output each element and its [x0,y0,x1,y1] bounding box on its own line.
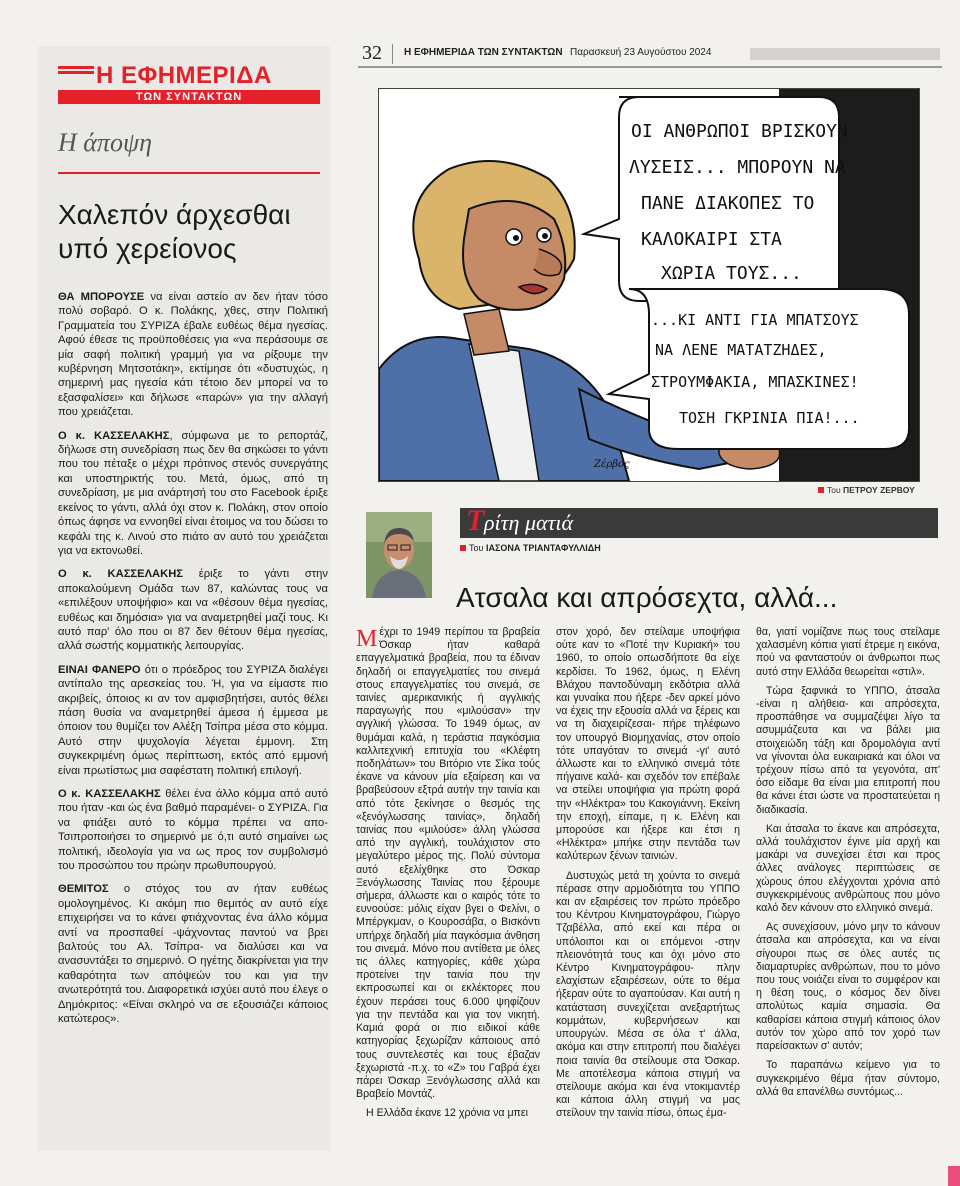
cartoon-signature: Ζέρβος [594,459,630,470]
article-paragraph: στον χορό, δεν στείλαμε υποψήφια ούτε καν το «Ποτέ την Κυριακή» του 1960, το οποίο οπωσδήποτε θα είχε κερδίσει. Το 1962, όμως, η Ελένη Βλάχου παντοδύναμη εκδότρια αλλά και γυναίκα που ήξερε -δεν αρκεί μόνο να έχεις την εξουσία αλλά να ξέρεις και να τη διαχειρίζεσαι- πήρε τηλέφωνο τον υπουργό Βιομηχανίας, στον οποίο τότε υπαγόταν το σινεμά -γι' αυτό άλλωστε και το ελληνικό σινεμά τότε πήγαινε καλά- και σχεδόν τον επέβαλε να στείλει υποψήφια για πρώτη φορά την «Ηλέκτρα» του Κακογιάννη. Εκείνη την εποχή, είπαμε, η κ. Ελένη και μπορούσε και ήξερε και έτσι η «Ηλέκτρα» μπήκε στην πεντάδα των καλύτερων ξένων ταινιών. [556,626,740,863]
bubble-2-line: ΣΤΡΟΥΜΦΑΚΙΑ, ΜΠΑΣΚΙΝΕΣ! [651,373,859,391]
header-divider [392,44,393,64]
bubble-1-line: ΛΥΣΕΙΣ... ΜΠΟΡΟΥΝ ΝΑ [629,157,846,178]
article-paragraph: Και άτσαλα το έκανε και απρόσεχτα, αλλά τουλάχιστον έγινε μία αρχή και μακάρι να συνεχίσει έτσι και προς άλλες ανάλογες περιπτώσεις σε χώρους όπου ελέγχονται χρόνια από συγκεκριμένους ανθρώπους που μόνο καλό δεν κάνουν στο ελληνικό σινεμά. [756,822,940,915]
drop-cap: Μ [356,626,378,652]
section-initial: Τ [466,504,485,537]
bubble-2-line: ...ΚΙ ΑΝΤΙ ΓΙΑ ΜΠΑΤΣΟΥΣ [651,311,859,329]
credit-marker-icon [818,487,824,493]
pupil-left [513,235,519,241]
article-paragraph: Η Ελλάδα έκανε 12 χρόνια να μπει [366,1107,528,1120]
edge-color-mark [948,1166,960,1186]
paper-name: Η ΕΦΗΜΕΡΙΔΑ ΤΩΝ ΣΥΝΤΑΚΤΩΝ [404,47,563,58]
opinion-paragraph: ΘΑ ΜΠΟΡΟΥΣΕ να είναι αστείο αν δεν ήταν τόσο πολύ σοβαρό. Ο κ. Πολάκης, χθες, στην Πολιτική Γραμματεία του ΣΥΡΙΖΑ έβαλε ευθέως θέμα ηγεσίας. Αφού έθεσε τις προϋποθέσεις για «να περάσουμε σε μία σαφή πολιτική γραμμή για να ρίξουμε την κυβέρνηση Μητσοτάκη», εκτίμησε ότι «δυστυχώς, η σημερινή μας ηγεσία κάτι τέτοιο δεν μπορεί να το εξασφαλίσει» και δήλωσε «παρών» για την αλλαγή που χρειάζεται. [58,291,328,419]
columnist-portrait [366,512,432,598]
article-paragraph: Ας συνεχίσουν, μόνο μην το κάνουν άτσαλα και απρόσεχτα, και να είναι σίγουροι πως σε όλες αυτές τις διαμαρτυρίες ανθρώπων, που το μόνο που τους νοιάζει είναι το συμφέρον και η θέση τους, ο κόσμος δεν δίνει απολύτως καμία σημασία. Θα καθαρίσει κάποια στιγμή κάποιος όλον αυτόν τον χώρο από τον χορό των παρείσακτων σ' αυτόν; [756,921,940,1053]
article-paragraph: Δυστυχώς μετά τη χούντα το σινεμά πέρασε στην αρμοδιότητα του ΥΠΠΟ και αν εξαιρέσεις τον πρώτο πρόεδρο του Κέντρου Κινηματογράφου, Γιώργο Τζαβέλλα, από εκεί και πέρα οι υπόλοιποι και οι επόμενοι -στην πλειονότητά τους και όχι μόνο στο Κέντρο Κινηματογράφου- πλην ελαχίστων εξαιρέσεων, ούτε το θέμα ήξεραν ούτε το αγαπούσαν. Και αυτή η κατάσταση συνεχίζεται ανεξαρτήτως κομμάτων, κυβερνήσεων και υπουργών. Μέσα σε όλα τ' άλλα, ακόμα και στην επιτροπή που διαλέγει ποια ταινία θα στείλουμε στα Όσκαρ. Με αποτέλεσμα κάποια στιγμή να στείλουμε ακόμα και ένα ντοκιμαντέρ και κάποια άλλη στιγμή να μας στείλουν την ταινία πίσω, όπως έμα- [556,869,740,1120]
pupil-right [542,233,548,239]
masthead-title: Η ΕΦΗΜΕΡΙΔΑ [96,62,272,89]
article-paragraph: Τώρα ξαφνικά το ΥΠΠΟ, άτσαλα -είναι η αλήθεια- και απρόσεχτα, προσπάθησε να συμμαζέψει λίγο τα ασυμμάζευτα και να βάλει μια στοιχειώδη τάξη και δρομολόγια αντί να γίνονται όλα ευκαιριακά και όλοι να τρέχουν πίσω από τα γεγονότα, απ' όσο είδαμε θα είναι μια επιτροπή που θα κάνει έτσι ώστε να προστατεύεται η διαδικασία. [756,684,940,816]
header-strip [750,48,940,60]
bubble-1-line: ΧΩΡΙΑ ΤΟΥΣ... [661,263,802,284]
bubble-1-line: ΚΑΛΟΚΑΙΡΙ ΣΤΑ [641,229,782,250]
section-name: ρίτη ματιά [484,510,574,535]
opinion-body [58,290,328,1036]
opinion-paragraph: Ο κ. ΚΑΣΣΕΛΑΚΗΣ θέλει ένα άλλο κόμμα από αυτό που ήταν -και ώς ένα βαθμό παραμένει- ο ΣΥΡΙΖΑ. Για να φτιάξει αυτό το κόμμα πρέπει να απο-Τσιπροποιήσει το σημερινό με ό,τι αυτό σημαίνει ως πολιτική, ιδεολογία για να ως προς τον συμβολισμό του προσώπου του πρώην πρωθυπουργού. [58,788,328,873]
byline-marker-icon [460,545,466,551]
masthead-stripes [58,66,94,78]
article-column-1 [356,626,540,1127]
article-paragraph: Μέχρι το 1949 περίπου τα βραβεία Όσκαρ ήταν καθαρά επαγγελματικά βραβεία, που τα έδιναν δηλαδή οι επαγγελματίες του σινεμά στους επαγγελματίες του σινεμά, σε ταινίες αμερικανικής ή αγγλικής παραγωγής που «μιλούσαν» την αγγλική γλώσσα. Το 1949 όμως, αν θυμάμαι καλά, η τεράστια παγκόσμια καλλιτεχνική επιτυχία του «Κλέφτη ποδηλάτων» του Βιτόριο ντε Σίκα τούς έκανε να κάνουν μία εξαίρεση και να βραβεύσουν εξτρά αυτήν την ταινία και από τότε ξεκίνησε ο θεσμός της «ξενόγλωσσης ταινίας», δηλαδή ταινίας που «μιλούσε» άλλη γλώσσα από την αγγλική, τουλάχιστον στο μεγαλύτερο μέρος της. Πολύ σύντομα αυτό εξελίχθηκε στο Όσκαρ Ξενόγλωσσης Ταινίας που ξέρουμε σήμερα, άλλωστε και ο καιρός τότε το ευνοούσε: μόλις είχαν βγει ο Φελίνι, ο Μπέργκμαν, ο Κουροσάβα, ο Βισκόντι υπήρχε δηλαδή μία παγκόσμια άνθηση του σινεμά. Μόνο που αντίθετα με όλες τις άλλες κατηγορίες, κάθε χώρα προτείνει την ταινία που την εκπροσωπεί και οι εκλέκτορες που έχουν περάσει τους 6.000 ψηφίζουν για την πεντάδα και για τον νικητή. Καμιά φορά οι πιο ειδικοί κάθε κατηγορίας ξεχωρίζαν κάποιους από τους συντελεστές και τους έβαζαν ξεχωριστά -π.χ. το «Ζ» του Γαβρά έχει πάρει Όσκαρ Ξενόγλωσσης αλλά και Βραβείο Μοντάζ. [356,626,540,1101]
article-column-2 [556,626,740,1127]
article-paragraph: θα, γιατί νομίζανε πως τους στείλαμε χαλασμένη κόπια γιατί έτρεμε η εικόνα, πού να φανταστούν οι άνθρωποι πως αυτό στην Ελλάδα θεωρείται «στιλ». [756,626,940,678]
article-title: Ατσαλα και απρόσεχτα, αλλά... [456,582,838,613]
cartoon-credit: Του ΠΕΤΡΟΥ ΖΕΡΒΟΥ [818,485,915,495]
columnist-photo [366,512,432,598]
section-label: Η άποψη [58,128,152,157]
opinion-paragraph: Ο κ. ΚΑΣΣΕΛΑΚΗΣ, σύμφωνα με το ρεπορτάζ, δήλωσε στη συνεδρίαση πως δεν θα σηκώσει το γάντι που του πέταξε ο μέχρι πρότινος στενός συνεργάτης και υποστηρικτής του. Μετά, όμως, από τη συνεδρίαση, με μια ανάρτησή του στο Facebook έριξε εκείνος το γάντι, αλλά όχι στον κ. Πολάκη, στον οποίο όπως άφησε να εννοηθεί είναι έτοιμος να του δώσει το κεφάλι της κ. Λινού στο πιάτο αν αυτό του χρειάζεται για να εκτονωθεί. [58,429,328,557]
masthead-subtitle: ΤΩΝ ΣΥΝΤΑΚΤΩΝ [58,90,320,104]
bubble-2-line: ΝΑ ΛΕΝΕ ΜΑΤΑΤΖΗΔΕΣ, [655,341,827,359]
cartoon [378,88,920,482]
bubble-1-line: ΠΑΝΕ ΔΙΑΚΟΠΕΣ ΤΟ [641,193,815,214]
page-number: 32 [362,42,382,64]
opinion-title: Χαλεπόν άρχεσθαι υπό χερείονος [58,199,291,264]
bubble-1-line: ΟΙ ΑΝΘΡΩΠΟΙ ΒΡΙΣΚΟΥΝ [631,121,848,142]
article-column-3 [756,626,940,1105]
bubble-2-line: ΤΟΣΗ ΓΚΡΙΝΙΑ ΠΙΑ!... [679,409,860,427]
article-paragraph: Το παραπάνω κείμενο για το συγκεκριμένο θέμα ήταν σύντομο, αλλά θα επανέλθω συντόμως... [756,1059,940,1098]
issue-date: Παρασκευή 23 Αυγούστου 2024 [570,47,712,58]
page-header [358,42,942,68]
opinion-paragraph: ΕΙΝΑΙ ΦΑΝΕΡΟ ότι ο πρόεδρος του ΣΥΡΙΖΑ διαλέγει αντίπαλο της αρεσκείας του. Ή, για να είμαστε πιο ακριβείς, όποιος κι αν τον αμφισβητήσει, αυτός θέλει πάση θυσία να αναμετρηθεί άμεσα ή έμμεσα με όποιον του θυμίζει τον Αλέξη Τσίπρα μέσα στο κόμμα. Αυτό στην ψυχολογία λέγεται έμμονη. Στη συγκεκριμένη όμως περίπτωση, εκτός από εμμονή είναι πρωτίστως μια σαφέστατη πολιτική επιλογή. [58,663,328,777]
opinion-paragraph: ΘΕΜΙΤΟΣ ο στόχος του αν ήταν ευθέως ομολογημένος. Κι ακόμη πιο θεμιτός αν αυτό είχε επιχειρήσει να το κάνει φτιάχνοντας ένα άλλο κόμμα αντί να προσπαθεί -ψάχνοντας παντού να βρει βαλτούς του Αλ. Τσίπρα- να διαλύσει και να ανασυντάξει το σημερινό. Ο ηγέτης διακρίνεται για την καθαρότητα των απόψεών του και για την ανωτερότητά του. Διαφορετικά ισχύει αυτό που έλεγε ο Δημόκριτος: «Είναι σκληρό να σε εξουσιάζει κάποιος κατώτερος». [58,883,328,1026]
opinion-column [38,46,330,1151]
cartoon-drawing [379,89,919,481]
byline: Του ΙΑΣΟΝΑ ΤΡΙΑΝΤΑΦΥΛΛΙΔΗ [460,543,601,553]
opinion-paragraph: Ο κ. ΚΑΣΣΕΛΑΚΗΣ έριξε το γάντι στην αποκαλούμενη Ομάδα των 87, καλώντας τους να «επιλέξουν υποψήφιο» και να «θέσουν θέμα ηγεσίας, ευθέως και δημόσια» για να αναμετρηθεί μαζί τους. Κι αυτό παρ' όλο που οι 87 δεν θέτουν θέμα ηγεσίας, αλλά σωστής κομματικής λειτουργίας. [58,568,328,653]
section-divider [58,172,320,174]
